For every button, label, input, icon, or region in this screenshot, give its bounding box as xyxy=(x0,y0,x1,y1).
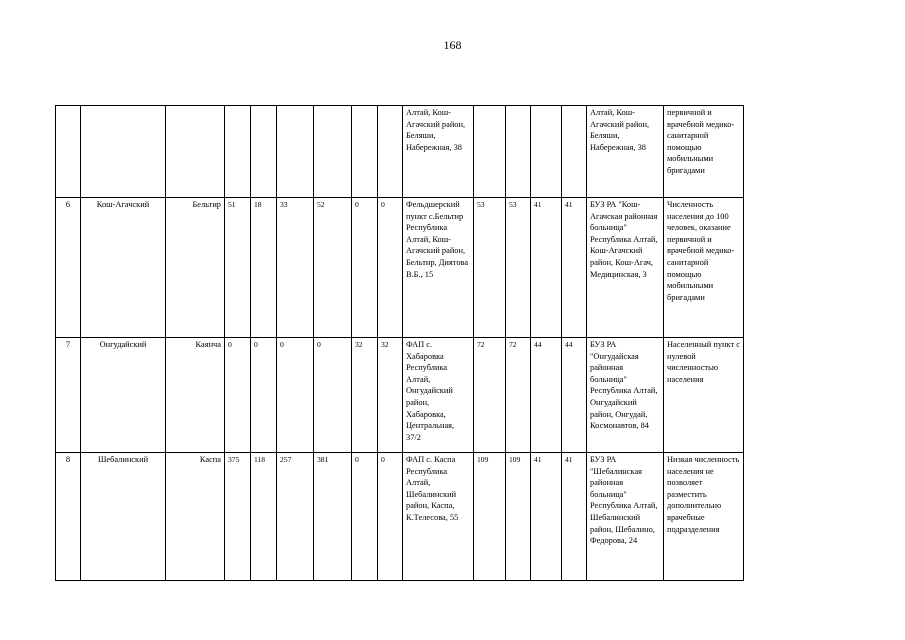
note-cell: Населенный пункт с нулевой численностью населения xyxy=(664,338,744,453)
note-cell: Низкая численность населения не позволяет разместить дополнительно врачебные подразделения xyxy=(664,453,744,581)
facility-cell: ФАП с. Каспа Республика Алтай, Шебалинский район, Каспа, К.Телесова, 55 xyxy=(403,453,474,581)
facility-cell: Алтай, Кош-Агачский район, Беляши, Набережная, 38 xyxy=(403,106,474,198)
organization-cell: Алтай, Кош-Агачский район, Беляши, Набережная, 38 xyxy=(587,106,664,198)
value-cell: 375 xyxy=(225,453,251,581)
value-cell: 0 xyxy=(378,198,403,338)
organization-cell: БУЗ РА "Онгудайская районная больница" Республика Алтай, Онгудайский район, Онгудай, Космонавтов, 84 xyxy=(587,338,664,453)
table-row xyxy=(56,106,744,198)
value-cell: 0 xyxy=(277,338,314,453)
facilities-table xyxy=(55,105,744,581)
value-cell: 0 xyxy=(378,453,403,581)
value-cell xyxy=(378,106,403,198)
value-cell: 32 xyxy=(378,338,403,453)
district-cell xyxy=(81,106,166,198)
value-cell: 44 xyxy=(531,338,562,453)
value-cell xyxy=(474,106,506,198)
row-number: 8 xyxy=(56,453,81,581)
value-cell xyxy=(314,106,352,198)
value-cell xyxy=(251,106,277,198)
table-row xyxy=(56,453,744,581)
row-number xyxy=(56,106,81,198)
value-cell xyxy=(352,106,378,198)
value-cell: 0 xyxy=(352,453,378,581)
value-cell: 32 xyxy=(352,338,378,453)
value-cell: 381 xyxy=(314,453,352,581)
value-cell: 41 xyxy=(562,198,587,338)
value-cell: 0 xyxy=(352,198,378,338)
district-cell: Онгудайский xyxy=(81,338,166,453)
value-cell: 72 xyxy=(474,338,506,453)
value-cell: 257 xyxy=(277,453,314,581)
district-cell: Шебалинский xyxy=(81,453,166,581)
organization-cell: БУЗ РА "Кош-Агачская районная больница" Республика Алтай, Кош-Агачский район, Кош-Агач, Медицинская, 3 xyxy=(587,198,664,338)
row-number: 7 xyxy=(56,338,81,453)
value-cell xyxy=(277,106,314,198)
value-cell: 41 xyxy=(531,198,562,338)
facility-cell: Фельдшерский пункт с.Бельтир Республика Алтай, Кош-Агачский район, Бельтир, Диятова В.Б., 15 xyxy=(403,198,474,338)
value-cell: 53 xyxy=(506,198,531,338)
row-number: 6 xyxy=(56,198,81,338)
value-cell xyxy=(225,106,251,198)
table-row xyxy=(56,198,744,338)
settlement-cell: Каянча xyxy=(166,338,225,453)
value-cell: 44 xyxy=(562,338,587,453)
value-cell: 0 xyxy=(225,338,251,453)
value-cell: 0 xyxy=(251,338,277,453)
value-cell: 52 xyxy=(314,198,352,338)
value-cell: 41 xyxy=(562,453,587,581)
value-cell: 18 xyxy=(251,198,277,338)
settlement-cell: Каспа xyxy=(166,453,225,581)
value-cell: 109 xyxy=(506,453,531,581)
note-cell: первичной и врачебной медико-санитарной помощью мобильными бригадами xyxy=(664,106,744,198)
value-cell: 33 xyxy=(277,198,314,338)
value-cell: 109 xyxy=(474,453,506,581)
facility-cell: ФАП с. Хабаровка Республика Алтай, Онгудайский район, Хабаровка, Центральная, 37/2 xyxy=(403,338,474,453)
settlement-cell xyxy=(166,106,225,198)
value-cell: 118 xyxy=(251,453,277,581)
district-cell: Кош-Агачский xyxy=(81,198,166,338)
value-cell xyxy=(562,106,587,198)
value-cell xyxy=(506,106,531,198)
value-cell: 41 xyxy=(531,453,562,581)
organization-cell: БУЗ РА "Шебалинская районная больница" Республика Алтай, Шебалинский район, Шебалино, Федорова, 24 xyxy=(587,453,664,581)
value-cell: 53 xyxy=(474,198,506,338)
table-row xyxy=(56,338,744,453)
note-cell: Численность населения до 100 человек, оказание первичной и врачебной медико-санитарной помощью мобильными бригадами xyxy=(664,198,744,338)
value-cell: 51 xyxy=(225,198,251,338)
value-cell: 72 xyxy=(506,338,531,453)
value-cell xyxy=(531,106,562,198)
settlement-cell: Бельтир xyxy=(166,198,225,338)
value-cell: 0 xyxy=(314,338,352,453)
page-number: 168 xyxy=(443,38,462,52)
